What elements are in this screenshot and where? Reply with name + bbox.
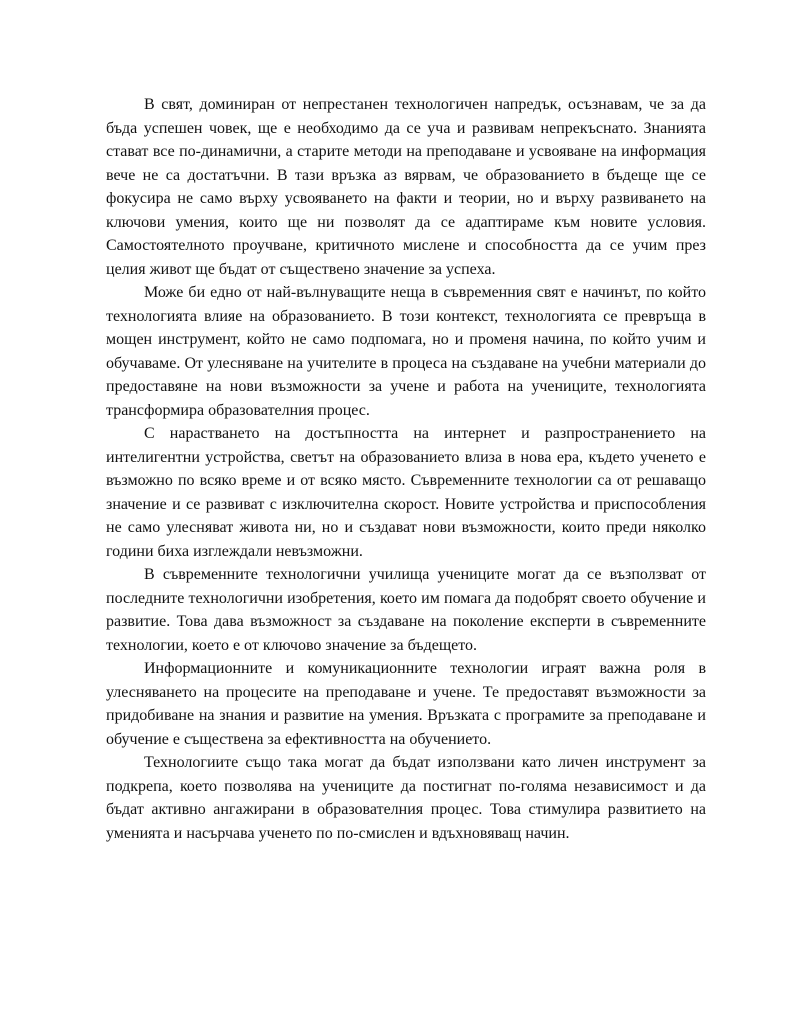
paragraph-1: В свят, доминиран от непрестанен технологичен напредък, осъзнавам, че за да бъда успешен човек, ще е необходимо да се уча и развивам непрекъснато. Знанията стават все по-динамични, а старите методи на преподаване и усвояване на информация вече не са достатъчни. В тази връзка аз вярвам, че образованието в бъдеще ще се фокусира не само върху усвояването на факти и теории, но и върху развиването на ключови умения, които ще ни позволят да се адаптираме към новите условия. Самостоятелното проучване, критичното мислене и способността да се учим през целия живот ще бъдат от съществено значение за успеха. <box>106 96 706 278</box>
paragraph-5: Информационните и комуникационните технологии играят важна роля в улесняването на процесите на преподаване и учене. Те предоставят възможности за придобиване на знания и развитие на умения. Връзката с програмите за преподаване и обучение е съществена за ефективността на обучението. <box>106 660 706 748</box>
paragraph-4: В съвременните технологични училища учениците могат да се възползват от последните технологични изобретения, което им помага да подобрят своето обучение и развитие. Това дава възможност за създаване на поколение експерти в съвременните технологии, което е от ключово значение за бъдещето. <box>106 566 706 654</box>
paragraph-2: Може би едно от най-вълнуващите неща в съвременния свят е начинът, по който технологията влияе на образованието. В този контекст, технологията се превръща в мощен инструмент, който не само подпомага, но и променя начина, по който учим и обучаваме. От улесняване на учителите в процеса на създаване на учебни материали до предоставяне на нови възможности за учене и работа на учениците, технологията трансформира образователния процес. <box>106 284 706 419</box>
paragraph-3: С нарастването на достъпността на интернет и разпространението на интелигентни устройства, светът на образованието влиза в нова ера, където ученето е възможно по всяко време и от всяко място. Съвременните технологии са от решаващо значение и се развиват с изключителна скорост. Новите устройства и приспособления не само улесняват живота ни, но и създават нови възможности, които преди няколко години биха изглеждали невъзможни. <box>106 425 706 560</box>
document-body <box>106 93 706 845</box>
paragraph-6: Технологиите също така могат да бъдат използвани като личен инструмент за подкрепа, което позволява на учениците да постигнат по-голяма независимост и да бъдат активно ангажирани в образователния процес. Това стимулира развитието на уменията и насърчава ученето по по-смислен и вдъхновяващ начин. <box>106 754 706 842</box>
